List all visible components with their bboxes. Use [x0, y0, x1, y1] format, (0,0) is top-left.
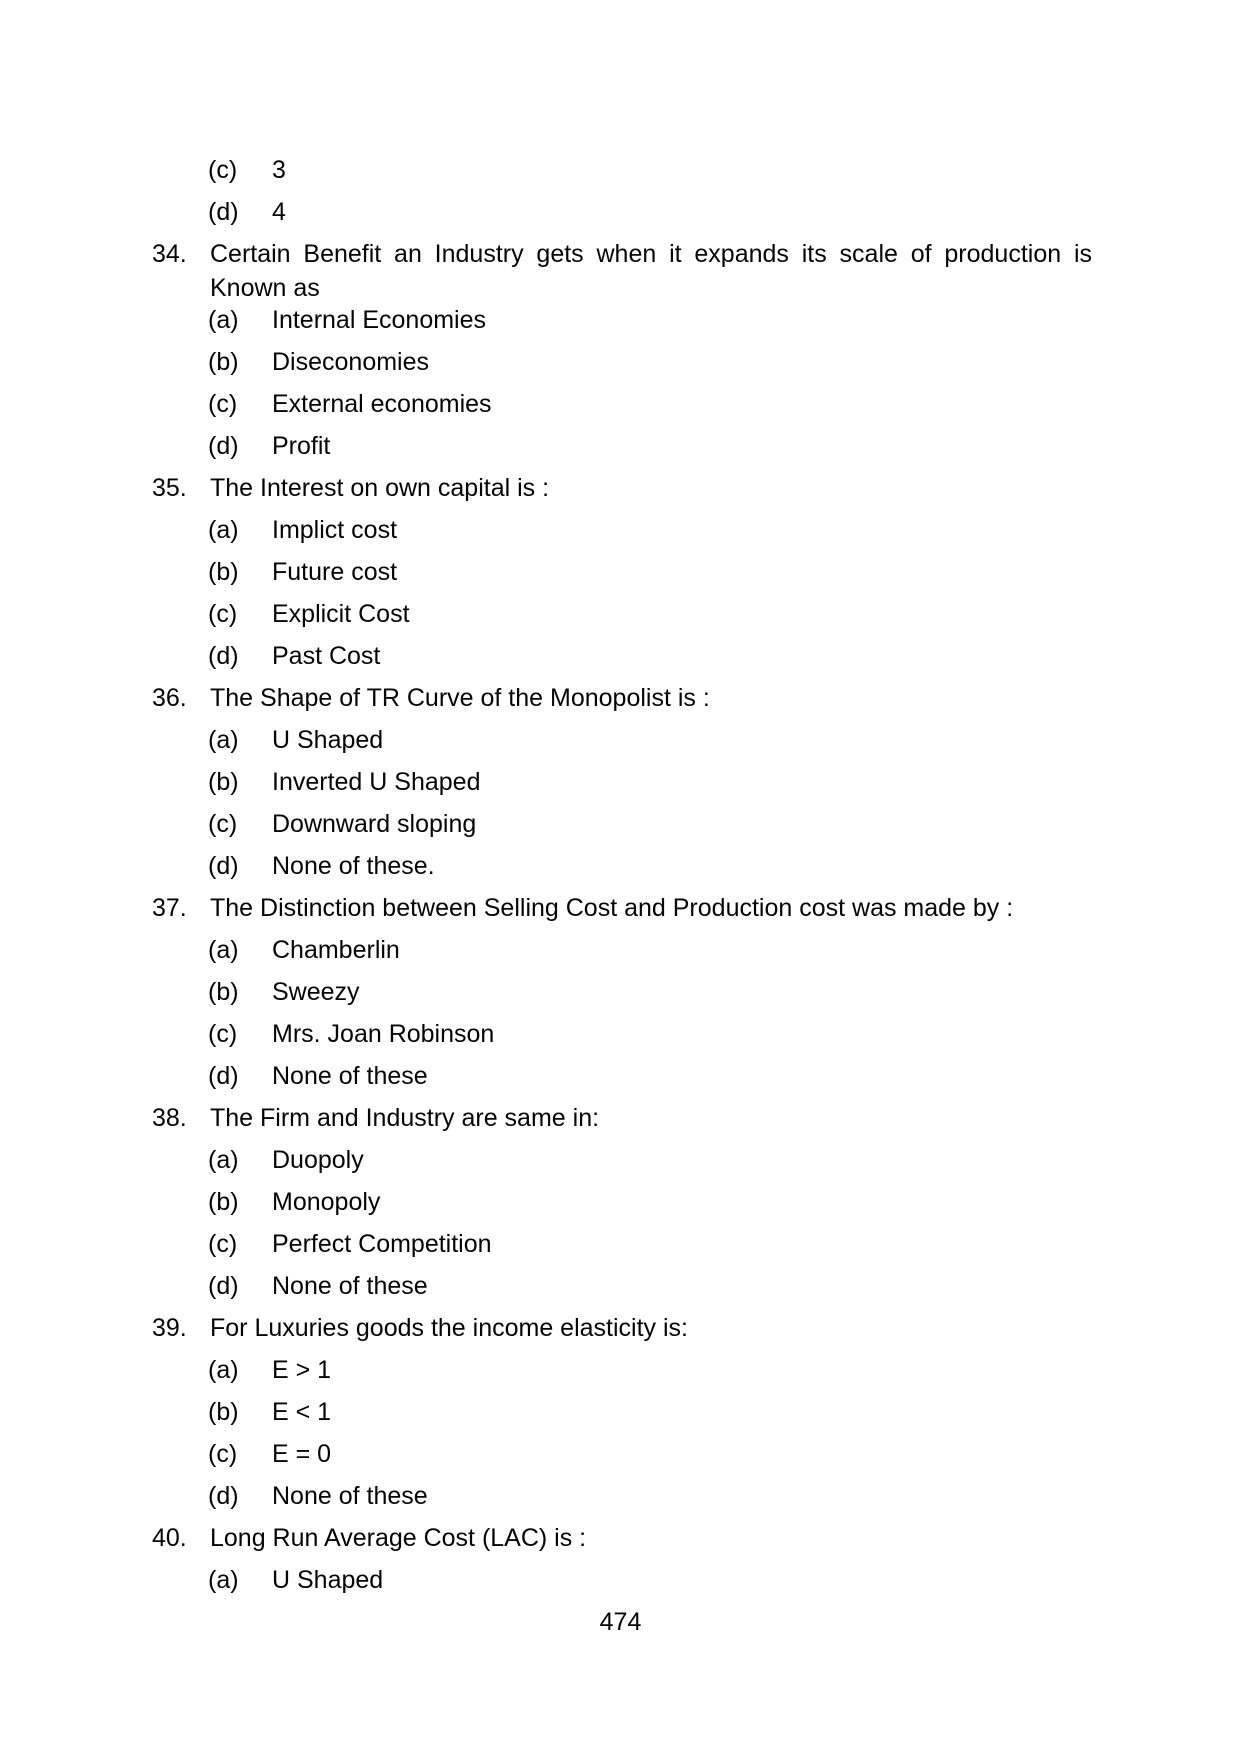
question-row	[0, 1517, 1241, 1559]
question-text: The Shape of TR Curve of the Monopolist is :	[210, 684, 710, 712]
option-text: Downward sloping	[272, 810, 477, 838]
option-label: (b)	[208, 348, 239, 376]
option-label: (b)	[208, 978, 239, 1006]
option-row	[0, 1475, 1241, 1517]
option-label: (d)	[208, 852, 239, 880]
option-text: Future cost	[272, 558, 398, 586]
option-text: U Shaped	[272, 1566, 384, 1594]
option-row	[0, 845, 1241, 887]
option-label: (c)	[208, 390, 238, 418]
option-row	[0, 551, 1241, 593]
option-label: (a)	[208, 1146, 239, 1174]
option-text: E = 0	[272, 1440, 332, 1468]
question-number: 38.	[152, 1104, 187, 1132]
option-row	[0, 719, 1241, 761]
question-row	[0, 887, 1241, 929]
option-row	[0, 149, 1241, 191]
option-label: (d)	[208, 432, 239, 460]
option-row	[0, 1223, 1241, 1265]
option-label: (a)	[208, 306, 239, 334]
question-row	[0, 1307, 1241, 1349]
question-number: 39.	[152, 1314, 187, 1342]
option-text: Mrs. Joan Robinson	[272, 1020, 495, 1048]
option-row	[0, 341, 1241, 383]
question-text: The Interest on own capital is :	[210, 474, 550, 502]
option-text: E > 1	[272, 1356, 332, 1384]
question-text: For Luxuries goods the income elasticity is:	[210, 1314, 688, 1342]
option-label: (b)	[208, 1398, 239, 1426]
option-text: External economies	[272, 390, 492, 418]
option-text: Perfect Competition	[272, 1230, 492, 1258]
option-text: None of these	[272, 1482, 428, 1510]
question-text: Long Run Average Cost (LAC) is :	[210, 1524, 587, 1552]
option-label: (c)	[208, 156, 238, 184]
option-row	[0, 635, 1241, 677]
option-label: (a)	[208, 1566, 239, 1594]
option-label: (c)	[208, 1230, 238, 1258]
option-row	[0, 1391, 1241, 1433]
option-text: Profit	[272, 432, 331, 460]
option-text: 4	[272, 198, 286, 226]
option-row	[0, 509, 1241, 551]
option-text: Implict cost	[272, 516, 398, 544]
option-text: 3	[272, 156, 286, 184]
option-row	[0, 929, 1241, 971]
option-text: Sweezy	[272, 978, 360, 1006]
question-number: 37.	[152, 894, 187, 922]
question-number: 40.	[152, 1524, 187, 1552]
option-label: (c)	[208, 600, 238, 628]
question-row	[0, 677, 1241, 719]
option-label: (b)	[208, 558, 239, 586]
option-text: Duopoly	[272, 1146, 364, 1174]
question-number: 36.	[152, 684, 187, 712]
question-text: Certain Benefit an Industry gets when it expands its scale of production is Known as	[210, 240, 1092, 302]
option-row	[0, 1349, 1241, 1391]
option-label: (a)	[208, 516, 239, 544]
option-label: (d)	[208, 1272, 239, 1300]
option-text: Inverted U Shaped	[272, 768, 481, 796]
question-row	[0, 237, 1241, 305]
option-row	[0, 1139, 1241, 1181]
option-row	[0, 971, 1241, 1013]
option-row	[0, 1559, 1241, 1601]
option-row	[0, 1013, 1241, 1055]
option-row	[0, 593, 1241, 635]
option-text: None of these	[272, 1272, 428, 1300]
option-label: (a)	[208, 726, 239, 754]
option-text: Past Cost	[272, 642, 381, 670]
option-row	[0, 383, 1241, 425]
option-row	[0, 803, 1241, 845]
option-label: (d)	[208, 198, 239, 226]
option-row	[0, 191, 1241, 233]
option-label: (c)	[208, 1020, 238, 1048]
option-label: (c)	[208, 810, 238, 838]
option-text: E < 1	[272, 1398, 332, 1426]
option-label: (c)	[208, 1440, 238, 1468]
question-number: 34.	[152, 240, 187, 268]
option-label: (d)	[208, 1482, 239, 1510]
option-text: None of these.	[272, 852, 435, 880]
option-label: (b)	[208, 768, 239, 796]
question-row	[0, 467, 1241, 509]
option-label: (b)	[208, 1188, 239, 1216]
option-row	[0, 1181, 1241, 1223]
option-row	[0, 1055, 1241, 1097]
option-row	[0, 299, 1241, 341]
question-row	[0, 1097, 1241, 1139]
option-text: Explicit Cost	[272, 600, 410, 628]
page-number: 474	[599, 1608, 642, 1636]
option-text: Internal Economies	[272, 306, 487, 334]
question-text: The Distinction between Selling Cost and Production cost was made by :	[210, 894, 1014, 922]
question-number: 35.	[152, 474, 187, 502]
option-row	[0, 1433, 1241, 1475]
option-text: Chamberlin	[272, 936, 400, 964]
option-row	[0, 1265, 1241, 1307]
option-row	[0, 761, 1241, 803]
option-text: Monopoly	[272, 1188, 381, 1216]
option-label: (a)	[208, 1356, 239, 1384]
option-label: (d)	[208, 1062, 239, 1090]
option-row	[0, 425, 1241, 467]
option-text: None of these	[272, 1062, 428, 1090]
option-label: (d)	[208, 642, 239, 670]
option-label: (a)	[208, 936, 239, 964]
option-text: Diseconomies	[272, 348, 430, 376]
question-text: The Firm and Industry are same in:	[210, 1104, 600, 1132]
option-text: U Shaped	[272, 726, 384, 754]
